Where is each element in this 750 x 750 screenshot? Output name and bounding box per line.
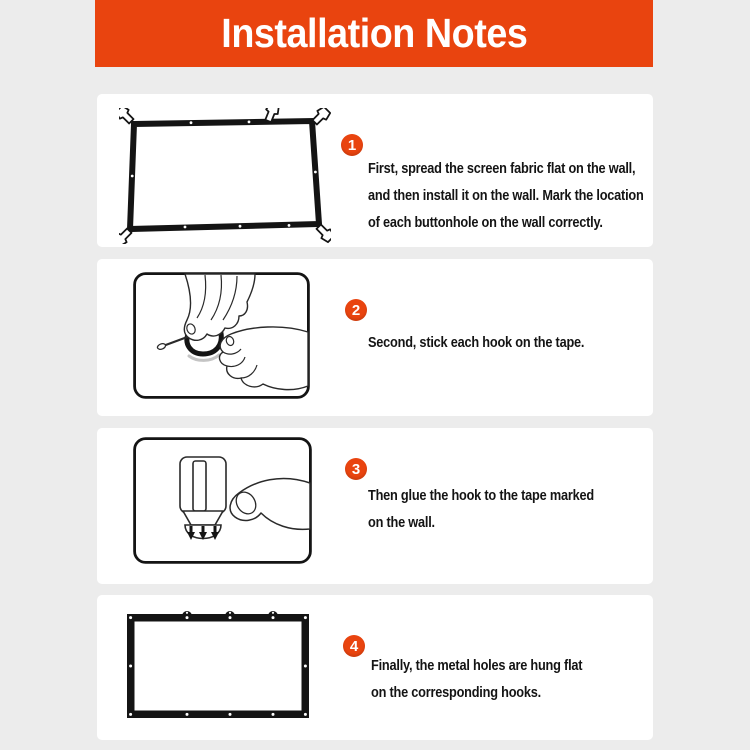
- step-4-text: [371, 652, 582, 706]
- press-down-arrow-icons: [187, 526, 219, 540]
- header-banner: [95, 0, 653, 67]
- step-1-section: [97, 94, 653, 247]
- step-3-section: [97, 428, 653, 584]
- step-2-line-1: Second, stick each hook on the tape.: [368, 334, 585, 351]
- step-2-text: [368, 329, 584, 356]
- step-2-section: [97, 259, 653, 416]
- step-3-text: [368, 482, 594, 536]
- finger-pressing-hook-illustration: [133, 437, 312, 564]
- step-3-line-2: on the wall.: [368, 514, 435, 531]
- step-1-line-2: and then install it on the wall. Mark the location: [368, 187, 644, 204]
- step-1-line-3: of each buttonhole on the wall correctly.: [368, 214, 603, 231]
- step-2-badge: 2: [345, 299, 367, 321]
- step-3-badge: 3: [345, 458, 367, 480]
- screen-fabric-illustration: [119, 108, 331, 244]
- step-3-line-1: Then glue the hook to the tape marked: [368, 487, 594, 504]
- step-4-line-2: on the corresponding hooks.: [371, 684, 541, 701]
- step-4-section: [97, 595, 653, 740]
- step-1-line-1: First, spread the screen fabric flat on the wall,: [368, 160, 636, 177]
- step-4-line-1: Finally, the metal holes are hung flat: [371, 657, 583, 674]
- hands-sticking-hook-illustration: [133, 272, 310, 399]
- step-1-badge: 1: [341, 134, 363, 156]
- screen-hung-on-hooks-illustration: [125, 606, 311, 724]
- step-1-text: [368, 155, 644, 236]
- page-title: Installation Notes: [220, 10, 528, 56]
- step-4-badge: 4: [343, 635, 365, 657]
